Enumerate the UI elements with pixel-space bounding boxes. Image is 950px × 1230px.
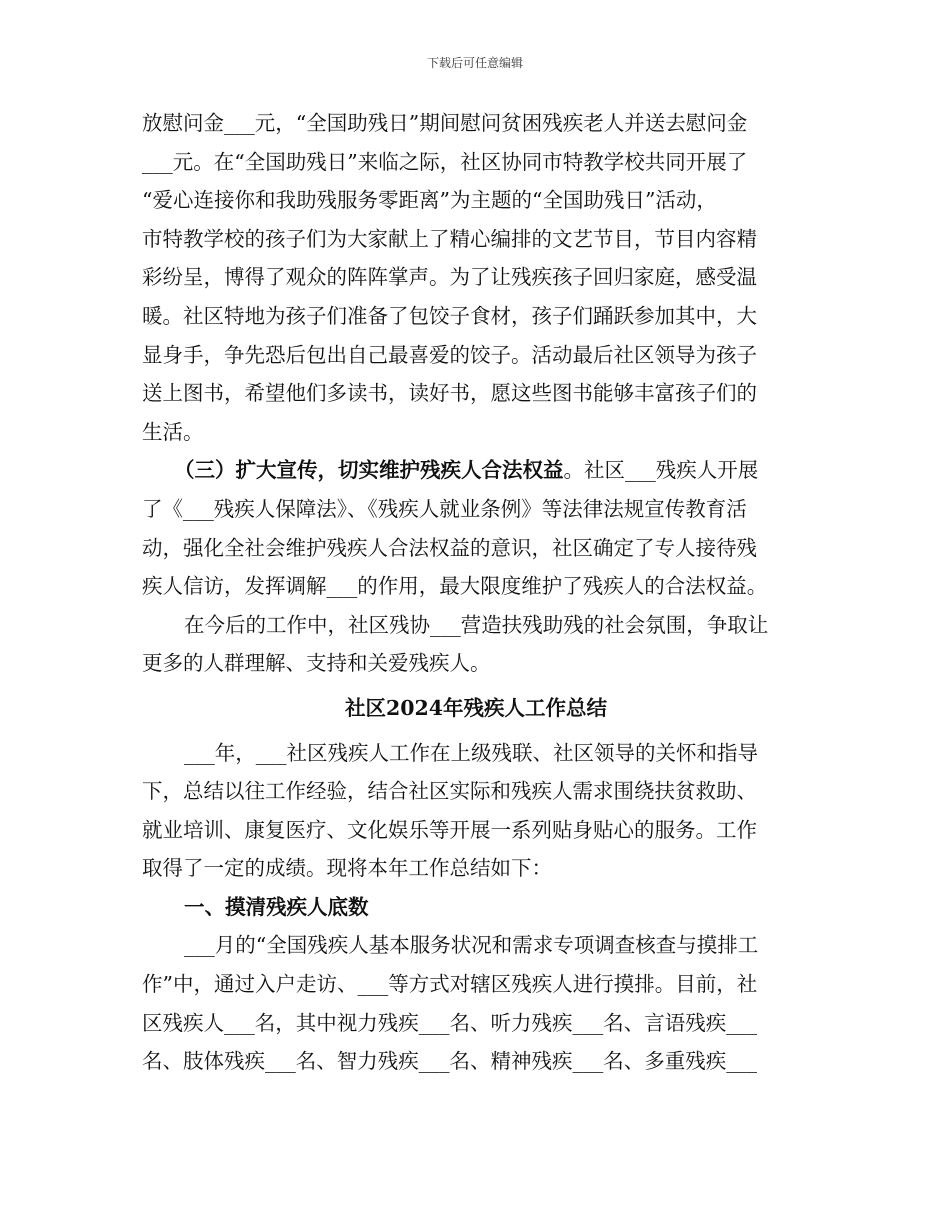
text-line: 取得了一定的成绩。现将本年工作总结如下： <box>142 856 552 881</box>
text-line: 暖。社区特地为孩子们准备了包饺子食材，孩子们踊跃参加其中，大 <box>142 303 757 328</box>
text-line: 区残疾人___名，其中视力残疾___名、听力残疾___名、言语残疾___ <box>142 1010 757 1035</box>
text-line: ___年，___社区残疾人工作在上级残联、社区领导的关怀和指导 <box>184 740 758 765</box>
text-line: 就业培训、康复医疗、文化娱乐等开展一系列贴身贴心的服务。工作 <box>142 817 757 842</box>
text-line: “爱心连接你和我助残服务零距离”为主题的“全国助残日”活动， <box>142 188 717 213</box>
page-header: 下载后可任意编辑 <box>426 56 523 70</box>
section-3-heading: （三）扩大宣传，切实维护残疾人合法权益 <box>174 458 564 483</box>
text-line: 更多的人群理解、支持和关爱残疾人。 <box>142 651 491 676</box>
section-3-line <box>142 451 810 490</box>
text-line: 名、肢体残疾___名、智力残疾___名、精神残疾___名、多重残疾___ <box>142 1049 757 1074</box>
document-body <box>142 104 810 1081</box>
text-line: 在今后的工作中，社区残协___营造扶残助残的社会氛围，争取让 <box>184 612 769 637</box>
text-line: 作”中，通过入户走访、___等方式对辖区残疾人进行摸排。目前，社 <box>142 972 758 997</box>
document-title: 社区2024年残疾人工作总结 <box>344 695 608 720</box>
section-heading: 一、摸清残疾人底数 <box>184 894 369 919</box>
text-line: 生活。 <box>142 419 204 444</box>
text-line: 下，总结以往工作经验，结合社区实际和残疾人需求围绕扶贫救助、 <box>142 779 757 804</box>
text-line: ___月的“全国残疾人基本服务状况和需求专项调查核查与摸排工 <box>184 933 759 958</box>
text-line: 送上图书，希望他们多读书，读好书，愿这些图书能够丰富孩子们的 <box>142 381 757 406</box>
text-line: ___元。在“全国助残日”来临之际，社区协同市特教学校共同开展了 <box>142 149 748 174</box>
text-line: 显身手，争先恐后包出自己最喜爱的饺子。活动最后社区领导为孩子 <box>142 342 757 367</box>
text-line: 疾人信访，发挥调解___的作用，最大限度维护了残疾人的合法权益。 <box>142 574 768 599</box>
text-line: 动，强化全社会维护残疾人合法权益的意识，社区确定了专人接待残 <box>142 535 757 560</box>
text-line: 彩纷呈，博得了观众的阵阵掌声。为了让残疾孩子回归家庭，感受温 <box>142 265 757 290</box>
text-line: 市特教学校的孩子们为大家献上了精心编排的文艺节目，节目内容精 <box>142 226 757 251</box>
section-3-text: 。社区___残疾人开展 <box>563 458 759 483</box>
text-line: 放慰问金___元，“全国助残日”期间慰问贫困残疾老人并送去慰问金 <box>142 111 748 135</box>
text-line: 了《___残疾人保障法》、《残疾人就业条例》等法律法规宣传教育活 <box>142 496 747 521</box>
